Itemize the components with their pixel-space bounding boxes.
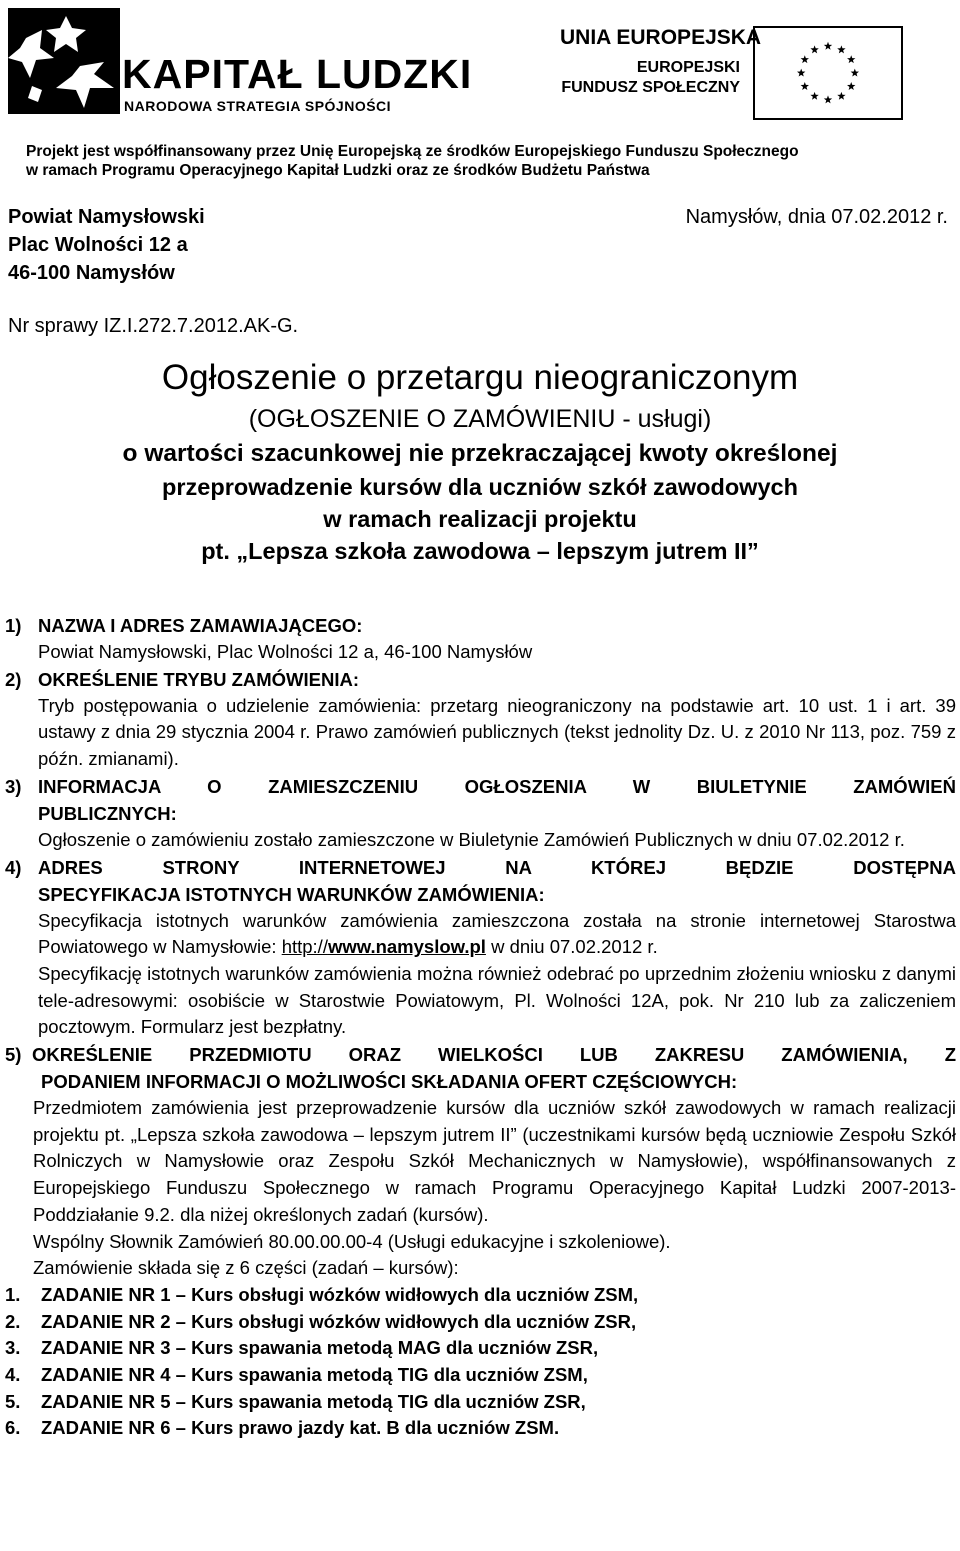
- title-line6: pt. „Lepsza szkoła zawodowa – lepszym jutrem II”: [201, 538, 759, 564]
- title-main: Ogłoszenie o przetargu nieograniczonym: [161, 358, 799, 397]
- section-4-text-before-link: Specyfikacja istotnych warunków zamówienia zamieszczona została na stronie internetowej Starostwa Powiatowego w Namysłowie:: [38, 909, 956, 958]
- eu-star-icon: [810, 45, 818, 53]
- cofunding-line1: Projekt jest współfinansowany przez Unię Europejską ze środków Europejskiego Funduszu Społecznego: [26, 143, 799, 160]
- section-3-text: Ogłoszenie o zamówieniu zostało zamieszczone w Biuletynie Zamówień Publicznych w dniu 07.02.2012 r.: [38, 828, 905, 850]
- section-5-heading: [0, 1041, 960, 1095]
- list-item: [0, 1335, 960, 1362]
- section-3-title-line1: INFORMACJA O ZAMIESZCZENIU OGŁOSZENIA W BIULETYNIE ZAMÓWIEŃ: [38, 775, 956, 797]
- section-3-body: [38, 827, 956, 854]
- section-5-body: [33, 1095, 956, 1282]
- kapital-ludzki-subtitle: NARODOWA STRATEGIA SPÓJNOŚCI: [124, 98, 392, 114]
- section-4: [0, 854, 960, 1042]
- section-2: [0, 666, 960, 773]
- section-3-heading: [0, 773, 960, 827]
- list-item: [0, 1389, 960, 1416]
- section-4-title-line2: SPECYFIKACJA ISTOTNYCH WARUNKÓW ZAMÓWIENIA:: [38, 883, 545, 905]
- section-5: [0, 1041, 960, 1442]
- address-line3: 46-100 Namysłów: [8, 262, 175, 284]
- section-4-text-after-link: w dniu 07.02.2012 r.: [485, 936, 658, 958]
- task-text: ZADANIE NR 6 – Kurs prawo jazdy kat. B dla uczniów ZSM.: [41, 1417, 560, 1439]
- section-2-number: 2): [5, 668, 22, 690]
- eu-star-icon: [810, 92, 818, 100]
- cofunding-notice: [26, 142, 936, 180]
- task-text: ZADANIE NR 2 – Kurs obsługi wózków widłowych dla uczniów ZSR,: [41, 1310, 637, 1332]
- link-prefix: http://: [281, 936, 328, 958]
- section-5-title-line2: PODANIEM INFORMACJI O MOŻLIWOŚCI SKŁADANIA OFERT CZĘŚCIOWYCH:: [41, 1071, 738, 1093]
- section-2-body: [38, 693, 956, 773]
- kapital-ludzki-logo: [8, 8, 473, 118]
- eu-star-icon: [824, 42, 832, 50]
- section-2-text: Tryb postępowania o udzielenie zamówienia: przetarg nieograniczony na podstawie art. 10 ust. 1 i art. 39 ustawy z dnia 29 stycznia 2004 r. Prawo zamówień publicznych (tekst jednolity Dz. U. z 2010 Nr 113, poz. 759 z późn. zmianami).: [38, 694, 956, 770]
- task-text: ZADANIE NR 4 – Kurs spawania metodą TIG dla uczniów ZSM,: [41, 1364, 588, 1386]
- kapital-ludzki-star-icon: [8, 8, 120, 114]
- link-domain: www.namyslow.pl: [327, 936, 486, 958]
- task-number: 5.: [5, 1390, 21, 1412]
- section-5-number: 5): [5, 1044, 22, 1066]
- list-item: [0, 1282, 960, 1309]
- task-text: ZADANIE NR 3 – Kurs spawania metodą MAG dla uczniów ZSR,: [41, 1337, 599, 1359]
- eu-star-icon: [801, 82, 809, 90]
- task-number: 6.: [5, 1417, 21, 1439]
- eu-star-icon: [847, 55, 855, 63]
- eu-star-icon: [824, 95, 832, 103]
- task-list: [0, 1282, 960, 1442]
- section-5-cpv: Wspólny Słownik Zamówień 80.00.00.00-4 (Usługi edukacyjne i szkoleniowe).: [33, 1230, 671, 1252]
- task-number: 3.: [5, 1337, 21, 1359]
- address-line2: Plac Wolności 12 a: [8, 234, 188, 256]
- title-line4: przeprowadzenie kursów dla uczniów szkół zawodowych: [162, 474, 798, 500]
- section-4-body: [38, 908, 956, 1042]
- section-5-parts-intro: Zamówienie składa się z 6 części (zadań – kursów):: [33, 1257, 459, 1279]
- section-3-number: 3): [5, 775, 22, 797]
- section-4-number: 4): [5, 856, 22, 878]
- task-text: ZADANIE NR 1 – Kurs obsługi wózków widłowych dla uczniów ZSM,: [41, 1283, 639, 1305]
- section-1: [0, 612, 960, 666]
- section-1-text: Powiat Namysłowski, Plac Wolności 12 a, 46-100 Namysłów: [38, 641, 533, 662]
- section-5-title-line1: OKREŚLENIE PRZEDMIOTU ORAZ WIELKOŚCI LUB ZAKRESU ZAMÓWIENIA, Z: [32, 1044, 956, 1066]
- section-3: [0, 773, 960, 854]
- eu-star-icon: [837, 92, 845, 100]
- title-subtitle: (OGŁOSZENIE O ZAMÓWIENIU - usługi): [248, 405, 712, 433]
- starostwo-website-link[interactable]: [282, 936, 486, 957]
- eu-star-icon: [801, 55, 809, 63]
- eu-logo: [560, 26, 940, 126]
- document-date: Namysłów, dnia 07.02.2012 r.: [685, 206, 948, 228]
- section-4-title-line1: ADRES STRONY INTERNETOWEJ NA KTÓREJ BĘDZIE DOSTĘPNA: [38, 856, 956, 878]
- section-3-title-line2: PUBLICZNYCH:: [38, 802, 177, 824]
- section-4-paragraph1: [38, 908, 956, 961]
- section-5-paragraph1: Przedmiotem zamówienia jest przeprowadzenie kursów dla uczniów szkół zawodowych w ramach realizacji projektu pt. „Lepsza szkoła zawodowa – lepszym jutrem II” (uczestnikami kursów będą uczniowie Zespołu Szkół Rolniczych w Namysłowie oraz Zespołu Szkół Mechanicznych w Namysłowie), współfinansowanych z Europejskiego Funduszu Społecznego w ramach Programu Operacyjnego Kapitał Ludzki 2007-2013- Poddziałanie 9.2. dla niżej określonych zadań (kursów).: [33, 1097, 956, 1225]
- document-title: [0, 355, 960, 567]
- eu-star-icon: [847, 82, 855, 90]
- eu-logo-text: [560, 26, 762, 98]
- eu-star-icon: [837, 45, 845, 53]
- case-number: Nr sprawy IZ.I.272.7.2012.AK-G.: [8, 315, 299, 337]
- task-text: ZADANIE NR 5 – Kurs spawania metodą TIG dla uczniów ZSR,: [41, 1390, 586, 1412]
- sender-address: [8, 203, 205, 287]
- eu-flag-icon: [753, 26, 903, 120]
- list-item: [0, 1415, 960, 1442]
- title-line3: o wartości szacunkowej nie przekraczającej kwoty określonej: [122, 440, 838, 467]
- document-body: [0, 612, 960, 1442]
- address-line1: Powiat Namysłowski: [8, 206, 205, 228]
- eu-star-icon: [851, 69, 859, 77]
- title-line5: w ramach realizacji projektu: [323, 506, 637, 532]
- eu-logo-line1: UNIA EUROPEJSKA: [560, 26, 762, 49]
- section-2-heading: [0, 666, 960, 693]
- task-number: 2.: [5, 1310, 21, 1332]
- eu-logo-line3: FUNDUSZ SPOŁECZNY: [561, 79, 740, 96]
- section-1-title: NAZWA I ADRES ZAMAWIAJĄCEGO:: [38, 615, 363, 636]
- eu-star-icon: [797, 69, 805, 77]
- section-1-number: 1): [5, 615, 22, 636]
- section-4-heading: [0, 854, 960, 908]
- eu-logo-line2: EUROPEJSKI: [636, 59, 740, 76]
- section-1-heading: [0, 612, 960, 639]
- section-1-body: [38, 639, 956, 666]
- cofunding-line2: w ramach Programu Operacyjnego Kapitał Ludzki oraz ze środków Budżetu Państwa: [26, 162, 650, 179]
- list-item: [0, 1309, 960, 1336]
- task-number: 1.: [5, 1283, 21, 1305]
- list-item: [0, 1362, 960, 1389]
- section-2-title: OKREŚLENIE TRYBU ZAMÓWIENIA:: [38, 668, 360, 690]
- kapital-ludzki-title: KAPITAŁ LUDZKI: [122, 51, 473, 97]
- task-number: 4.: [5, 1364, 21, 1386]
- section-4-paragraph2: Specyfikację istotnych warunków zamówienia można również odebrać po uprzednim złożeniu wniosku z danymi tele-adresowymi: osobiście w Starostwie Powiatowym, Pl. Wolności 12A, pok. Nr 210 lub za zaliczeniem pocztowym. Formularz jest bezpłatny.: [38, 962, 956, 1038]
